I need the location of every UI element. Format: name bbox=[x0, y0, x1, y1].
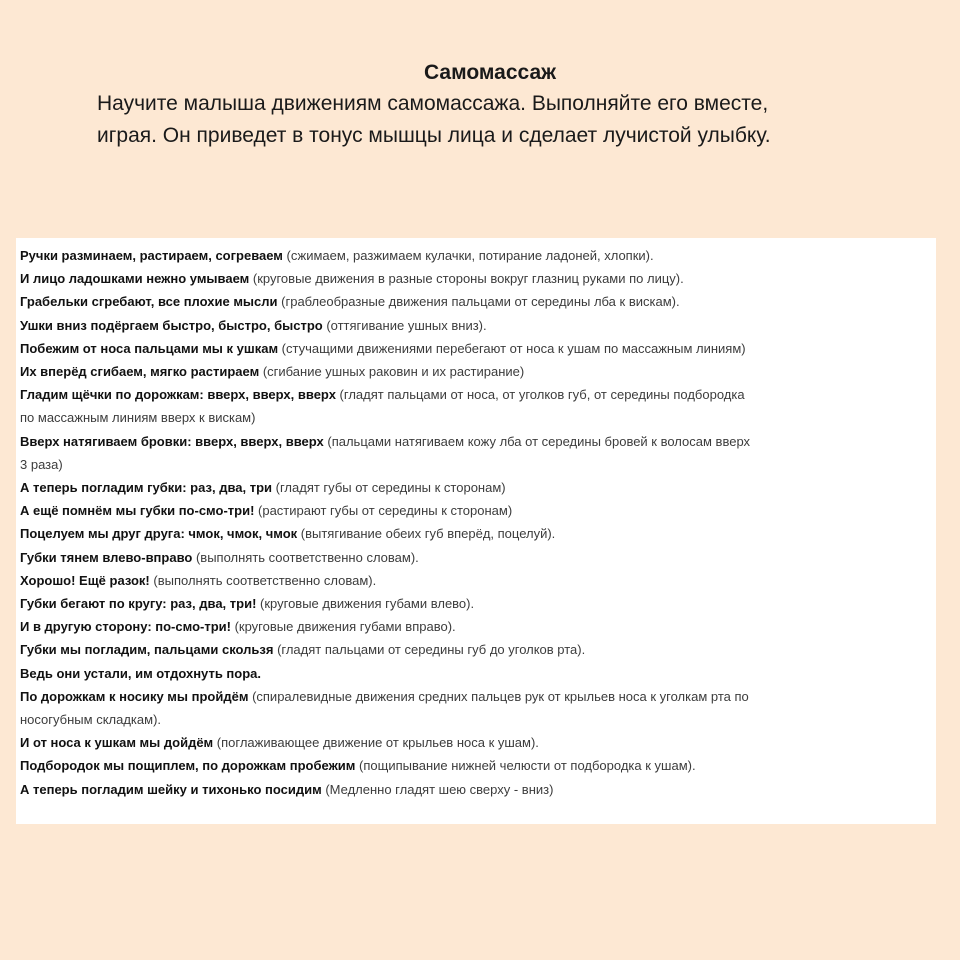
instruction-line bbox=[20, 244, 928, 267]
instruction-line bbox=[20, 778, 928, 801]
movement-note: (круговые движения в разные стороны вокруг глазниц руками по лицу). bbox=[249, 271, 684, 287]
instruction-line bbox=[20, 638, 928, 661]
verse-text: Поцелуем мы друг друга: чмок, чмок, чмок bbox=[20, 526, 298, 542]
movement-note: (гладят пальцами от середины губ до уголков рта). bbox=[273, 642, 586, 658]
instruction-line bbox=[20, 430, 928, 453]
instruction-line bbox=[20, 267, 928, 290]
movement-note: (гладят пальцами от носа, от уголков губ, от середины подбородка bbox=[335, 387, 745, 403]
verse-text: Грабельки сгребают, все плохие мысли bbox=[20, 294, 278, 310]
verse-text: Вверх натягиваем бровки: вверх, вверх, вверх bbox=[20, 433, 324, 449]
verse-text: И от носа к ушкам мы дойдём bbox=[20, 735, 214, 751]
movement-note: (пощипывание нижней челюсти от подбородка к ушам). bbox=[355, 758, 696, 774]
verse-text: А ещё помнём мы губки по-смо-три! bbox=[20, 503, 255, 519]
movement-note: носогубным складкам). bbox=[20, 712, 162, 728]
movement-note: (растирают губы от середины к сторонам) bbox=[254, 503, 513, 519]
verse-text: Губки тянем влево-вправо bbox=[20, 549, 193, 565]
verse-text: Побежим от носа пальцами мы к ушкам bbox=[20, 340, 279, 356]
verse-text: Гладим щёчки по дорожкам: вверх, вверх, вверх bbox=[20, 387, 336, 403]
verse-text: Ушки вниз подёргаем быстро, быстро, быстро bbox=[20, 317, 323, 333]
movement-note: (граблеобразные движения пальцами от середины лба к вискам). bbox=[277, 294, 680, 310]
verse-text: Хорошо! Ещё разок! bbox=[20, 572, 150, 588]
instruction-line bbox=[20, 708, 928, 731]
verse-text: И лицо ладошками нежно умываем bbox=[20, 271, 250, 287]
instruction-line bbox=[20, 615, 928, 638]
instruction-line bbox=[20, 476, 928, 499]
instruction-line bbox=[20, 360, 928, 383]
instruction-line bbox=[20, 499, 928, 522]
movement-note: (круговые движения губами влево). bbox=[256, 596, 475, 612]
movement-note: (оттягивание ушных вниз). bbox=[322, 317, 487, 333]
instruction-line bbox=[20, 383, 928, 406]
instruction-line bbox=[20, 522, 928, 545]
movement-note: (Медленно гладят шею сверху - вниз) bbox=[321, 781, 554, 797]
verse-text: Ведь они устали, им отдохнуть пора. bbox=[20, 665, 261, 681]
instruction-line bbox=[20, 685, 928, 708]
verse-text: Губки бегают по кругу: раз, два, три! bbox=[20, 596, 257, 612]
movement-note: (выполнять соответственно словам). bbox=[192, 549, 419, 565]
movement-note: (спиралевидные движения средних пальцев рук от крыльев носа к уголкам рта по bbox=[248, 688, 749, 704]
movement-note: (стучащими движениями перебегают от носа к ушам по массажным линиям) bbox=[278, 340, 746, 356]
verse-text: По дорожкам к носику мы пройдём bbox=[20, 688, 249, 704]
instructions-card bbox=[16, 238, 936, 824]
instruction-line bbox=[20, 731, 928, 754]
verse-text: И в другую сторону: по-смо-три! bbox=[20, 619, 231, 635]
instruction-line bbox=[20, 592, 928, 615]
verse-text: Их вперёд сгибаем, мягко растираем bbox=[20, 364, 260, 380]
movement-note: 3 раза) bbox=[20, 456, 63, 472]
movement-note: (гладят губы от середины к сторонам) bbox=[272, 480, 506, 496]
intro-line-1: Научите малыша движениям самомассажа. Выполняйте его вместе, bbox=[97, 92, 769, 115]
instruction-line bbox=[20, 754, 928, 777]
instruction-line bbox=[20, 453, 928, 476]
instruction-line bbox=[20, 337, 928, 360]
movement-note: (круговые движения губами вправо). bbox=[230, 619, 456, 635]
verse-text: А теперь погладим шейку и тихонько посидим bbox=[20, 781, 322, 797]
movement-note: (сгибание ушных раковин и их растирание) bbox=[259, 364, 525, 380]
instruction-line bbox=[20, 546, 928, 569]
header bbox=[0, 58, 960, 152]
movement-note: (вытягивание обеих губ вперёд, поцелуй). bbox=[297, 526, 556, 542]
movement-note: по массажным линиям вверх к вискам) bbox=[20, 410, 256, 426]
intro-line-2: играя. Он приведет в тонус мышцы лица и сделает лучистой улыбку. bbox=[97, 124, 771, 147]
instruction-line bbox=[20, 406, 928, 429]
verse-text: А теперь погладим губки: раз, два, три bbox=[20, 480, 273, 496]
page-title: Самомассаж bbox=[423, 61, 557, 84]
movement-note: (выполнять соответственно словам). bbox=[149, 572, 377, 588]
instruction-line bbox=[20, 569, 928, 592]
verse-text: Подбородок мы пощиплем, по дорожкам пробежим bbox=[20, 758, 356, 774]
instruction-line bbox=[20, 290, 928, 313]
instruction-line bbox=[20, 314, 928, 337]
instruction-line bbox=[20, 662, 928, 685]
verse-text: Ручки разминаем, растираем, согреваем bbox=[20, 248, 283, 263]
movement-note: (сжимаем, разжимаем кулачки, потирание ладоней, хлопки). bbox=[282, 248, 654, 263]
movement-note: (пальцами натягиваем кожу лба от середины бровей к волосам вверх bbox=[323, 433, 751, 449]
verse-text: Губки мы погладим, пальцами скользя bbox=[20, 642, 274, 658]
movement-note: (поглаживающее движение от крыльев носа к ушам). bbox=[213, 735, 539, 751]
